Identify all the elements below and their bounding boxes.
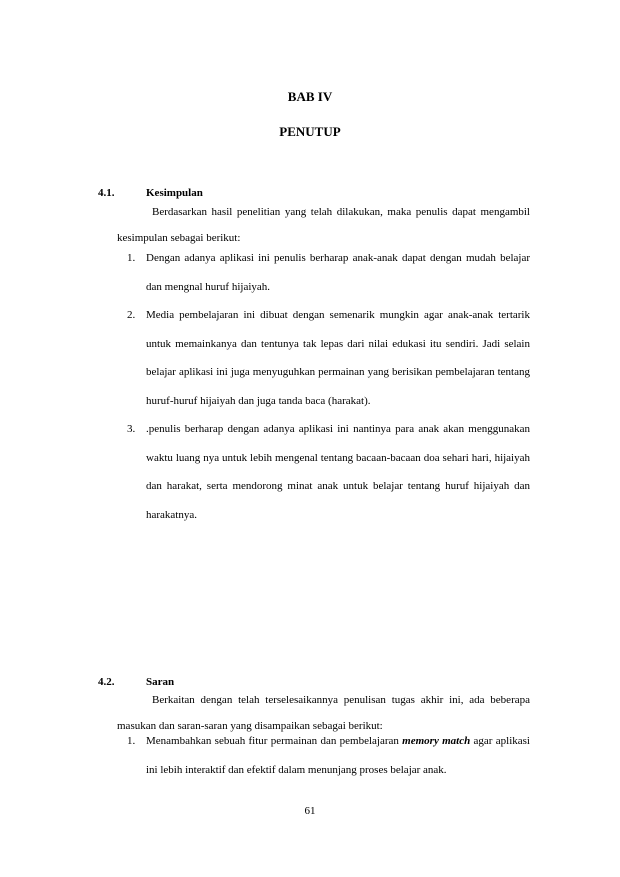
saran-list bbox=[127, 727, 530, 784]
list-item bbox=[127, 415, 530, 529]
list-item-number: 2. bbox=[127, 309, 136, 321]
chapter-number: BAB IV bbox=[287, 89, 333, 104]
section-title-saran: Saran bbox=[146, 676, 175, 688]
kesimpulan-list bbox=[127, 244, 530, 529]
section-number-saran: 4.2. bbox=[98, 676, 115, 688]
list-item bbox=[127, 301, 530, 415]
section-intro-saran: Berkaitan dengan telah terselesaikannya penulisan tugas akhir ini, ada beberapa masukan dan saran-saran yang disampaikan sebagai berikut: bbox=[117, 694, 530, 732]
list-item-number: 1. bbox=[127, 735, 136, 747]
list-item-text: Dengan adanya aplikasi ini penulis berharap anak-anak dapat dengan mudah belajar dan mengnal huruf hijaiyah. bbox=[146, 252, 530, 293]
list-item bbox=[127, 727, 530, 784]
list-item-text-after: agar aplikasi ini lebih interaktif dan efektif dalam menunjang proses belajar anak. bbox=[146, 735, 530, 776]
list-item-number: 1. bbox=[127, 252, 136, 264]
list-item-text: Media pembelajaran ini dibuat dengan semenarik mungkin agar anak-anak tertarik untuk memainkanya dan tentunya tak lepas dari nilai edukasi itu sendiri. Jadi selain belajar aplikasi ini juga menyuguhkan permainan yang berisikan pembelajaran tentang huruf-huruf hijaiyah dan juga tanda baca (harakat). bbox=[146, 309, 530, 407]
page-number: 61 bbox=[304, 805, 316, 817]
chapter-title: PENUTUP bbox=[279, 124, 341, 139]
list-item-number: 3. bbox=[127, 423, 136, 435]
section-intro-kesimpulan: Berdasarkan hasil penelitian yang telah dilakukan, maka penulis dapat mengambil kesimpulan sebagai berikut: bbox=[117, 206, 530, 244]
list-item-emphasis: memory match bbox=[402, 735, 471, 747]
section-title-kesimpulan: Kesimpulan bbox=[146, 187, 203, 199]
list-item bbox=[127, 244, 530, 301]
section-number-kesimpulan: 4.1. bbox=[98, 187, 115, 199]
list-item-text-before: Menambahkan sebuah fitur permainan dan pembelajaran bbox=[146, 735, 403, 747]
list-item-text: .penulis berharap dengan adanya aplikasi ini nantinya para anak akan menggunakan waktu luang nya untuk lebih mengenal tentang bacaan-bacaan doa sehari hari, hijaiyah dan harakat, serta mendorong minat anak untuk belajar tentang huruf hijaiyah dan harakatnya. bbox=[146, 423, 530, 521]
